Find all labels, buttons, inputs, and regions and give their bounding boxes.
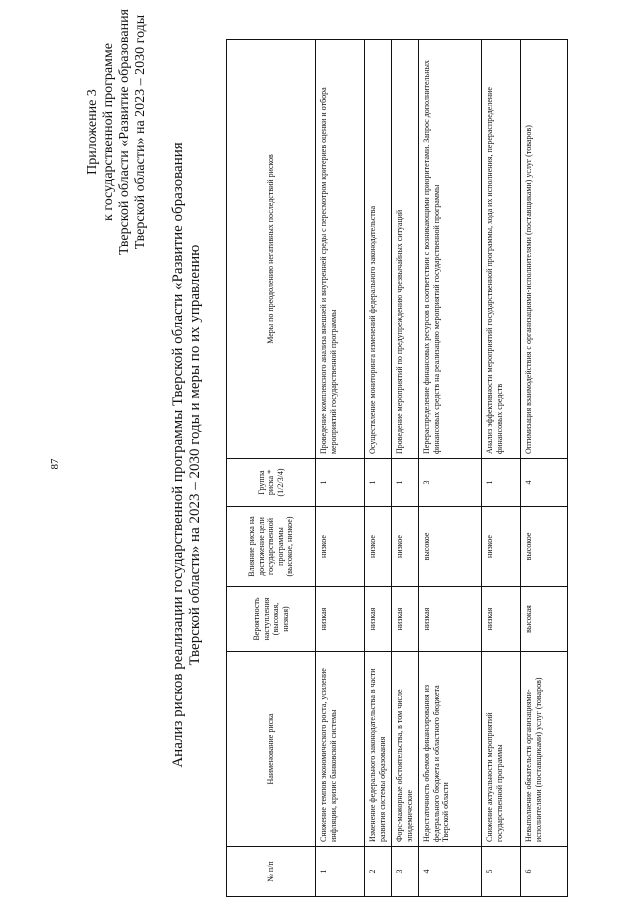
- header-risk-name: Наименование риска: [227, 652, 316, 847]
- table-row: [365, 40, 392, 897]
- cell-num: 2: [365, 847, 392, 897]
- annex-line-2: к государственной программе: [101, 43, 116, 221]
- cell-num: 4: [419, 847, 482, 897]
- cell-risk-group: 1: [392, 459, 419, 507]
- cell-risk-name: Снижение темпов экономического роста, усиление инфляции, кризис банковской системы: [316, 652, 365, 847]
- cell-num: 3: [392, 847, 419, 897]
- cell-impact: низкое: [316, 507, 365, 587]
- table-row: [419, 40, 482, 897]
- cell-measures: Оптимизация взаимодействия с организациями-исполнителями (поставщиками) услуг (товаров): [521, 40, 568, 459]
- cell-num: 5: [482, 847, 521, 897]
- cell-risk-group: 3: [419, 459, 482, 507]
- cell-measures: Перераспределение финансовых ресурсов в соответствии с возникающими приоритетами. Запрос дополнительных финансовых средств на реализацию мероприятий государственной программы: [419, 40, 482, 459]
- table-row: [482, 40, 521, 897]
- cell-impact: высокое: [521, 507, 568, 587]
- cell-measures: Анализ эффективности мероприятий государственной программы, хода их исполнения, перераспределение финансовых средств: [482, 40, 521, 459]
- cell-risk-group: 1: [482, 459, 521, 507]
- cell-risk-group: 1: [365, 459, 392, 507]
- cell-probability: низкая: [392, 587, 419, 652]
- cell-risk-name: Недостаточность объемов финансирования из федерального бюджета и областного бюджета Тверской области: [419, 652, 482, 847]
- title-line-1: Анализ рисков реализации государственной программы Тверской области «Развитие образования: [170, 142, 186, 768]
- cell-measures: Проведение комплексного анализа внешней и внутренней среды с пересмотром критериев оценки и отбора мероприятий государственной программы: [316, 40, 365, 459]
- cell-risk-name: Изменение федерального законодательства в части развития системы образования: [365, 652, 392, 847]
- cell-risk-name: Форс-мажорные обстоятельства, в том числе эпидемические: [392, 652, 419, 847]
- cell-risk-name: Невыполнение обязательств организациями-исполнителями (поставщиками) услуг (товаров): [521, 652, 568, 847]
- cell-impact: низкое: [365, 507, 392, 587]
- annex-line-1: Приложение 3: [85, 89, 100, 175]
- header-num: № п/п: [227, 847, 316, 897]
- annex-line-4: Тверской области» на 2023 – 2030 годы: [133, 14, 148, 250]
- annex-header: [85, 7, 149, 257]
- cell-probability: низкая: [419, 587, 482, 652]
- cell-risk-group: 4: [521, 459, 568, 507]
- cell-probability: высокая: [521, 587, 568, 652]
- cell-impact: низкое: [482, 507, 521, 587]
- cell-probability: низкая: [365, 587, 392, 652]
- cell-risk-group: 1: [316, 459, 365, 507]
- header-measures: Меры по преодолению негативных последствий рисков: [227, 40, 316, 459]
- cell-probability: низкая: [482, 587, 521, 652]
- table-row: [521, 40, 568, 897]
- title-line-2: Тверской области» на 2023 – 2030 годы и меры по их управлению: [187, 244, 203, 666]
- cell-impact: высокое: [419, 507, 482, 587]
- cell-risk-name: Снижение актуальности мероприятий государственной программы: [482, 652, 521, 847]
- header-risk-group: Группа риска * (1/2/3/4): [227, 459, 316, 507]
- table-row: [316, 40, 365, 897]
- header-probability: Вероятность наступления (высокая, низкая): [227, 587, 316, 652]
- document-title: [170, 135, 204, 775]
- cell-measures: Проведение мероприятий по предупреждению чрезвычайных ситуаций: [392, 40, 419, 459]
- cell-num: 6: [521, 847, 568, 897]
- risk-table: [226, 39, 568, 897]
- table-row: [392, 40, 419, 897]
- cell-measures: Осуществление мониторинга изменений федерального законодательства: [365, 40, 392, 459]
- cell-impact: низкое: [392, 507, 419, 587]
- annex-line-3: Тверской области «Развитие образования: [117, 9, 132, 255]
- cell-probability: низкая: [316, 587, 365, 652]
- table-header-row: [227, 40, 316, 897]
- page-number: 87: [49, 458, 61, 470]
- header-impact: Влияние риска на достижение цели государственной программы (высокое, низкое): [227, 507, 316, 587]
- cell-num: 1: [316, 847, 365, 897]
